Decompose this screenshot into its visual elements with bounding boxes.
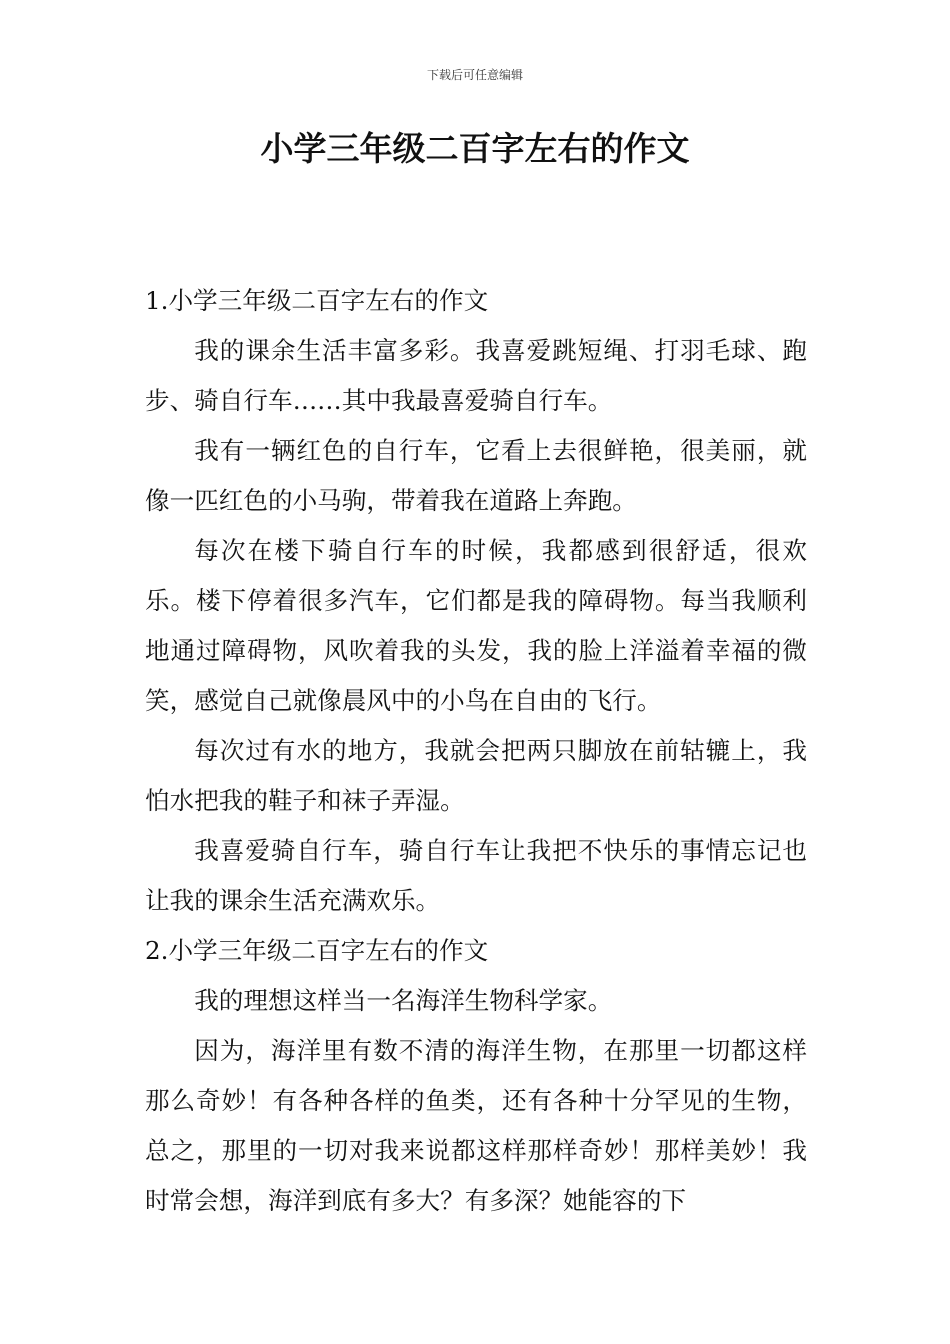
document-body [145, 276, 807, 1226]
paragraph: 我有一辆红色的自行车，它看上去很鲜艳，很美丽，就像一匹红色的小马驹，带着我在道路上奔跑。 [145, 436, 807, 515]
paragraph: 因为，海洋里有数不清的海洋生物，在那里一切都这样那么奇妙！有各种各样的鱼类，还有各种十分罕见的生物，总之，那里的一切对我来说都这样那样奇妙！那样美妙！我时常会想，海洋到底有多大？有多深？她能容的下 [145, 1036, 807, 1215]
section-heading-2: 2.小学三年级二百字左右的作文 [145, 936, 489, 965]
section-heading-1: 1.小学三年级二百字左右的作文 [145, 286, 489, 315]
paragraph: 每次过有水的地方，我就会把两只脚放在前轱辘上，我怕水把我的鞋子和袜子弄湿。 [145, 736, 807, 815]
paragraph: 我喜爱骑自行车，骑自行车让我把不快乐的事情忘记也让我的课余生活充满欢乐。 [145, 836, 807, 915]
document-title: 小学三年级二百字左右的作文 [260, 129, 690, 168]
paragraph: 我的理想这样当一名海洋生物科学家。 [194, 986, 613, 1015]
paragraph: 我的课余生活丰富多彩。我喜爱跳短绳、打羽毛球、跑步、骑自行车……其中我最喜爱骑自行车。 [145, 336, 807, 415]
header-note: 下载后可任意编辑 [426, 68, 523, 82]
paragraph: 每次在楼下骑自行车的时候，我都感到很舒适，很欢乐。楼下停着很多汽车，它们都是我的障碍物。每当我顺利地通过障碍物，风吹着我的头发，我的脸上洋溢着幸福的微笑，感觉自己就像晨风中的小鸟在自由的飞行。 [145, 536, 807, 715]
